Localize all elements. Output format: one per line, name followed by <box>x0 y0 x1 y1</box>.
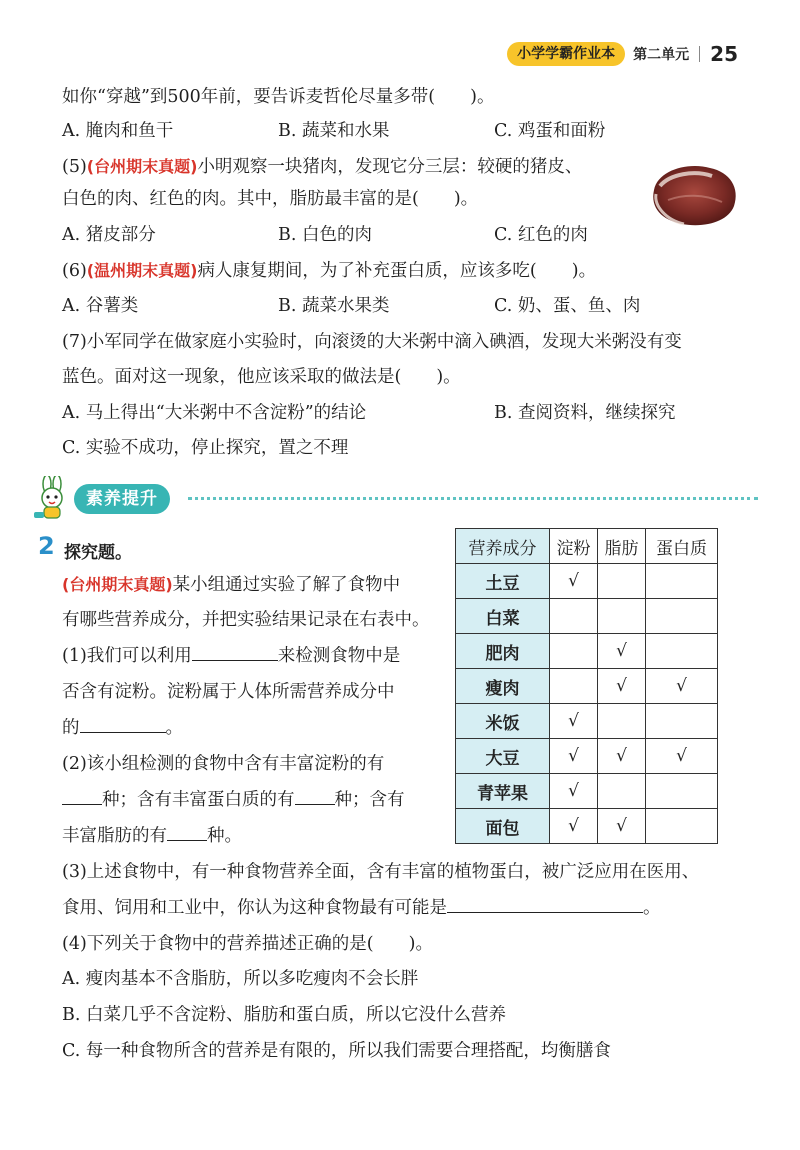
mark-cell: √ <box>550 564 598 599</box>
q6-option-a: A. 谷薯类 <box>62 296 139 316</box>
mark-cell: √ <box>550 739 598 774</box>
q2-part4-stem: (4)下列关于食物中的营养描述正确的是( )。 <box>62 934 433 954</box>
table-header-row <box>456 529 718 564</box>
q2-source-tag: (台州期末真题) <box>62 575 173 594</box>
q7-option-b: B. 查阅资料，继续探究 <box>494 403 676 423</box>
mark-cell <box>598 599 646 634</box>
section-title: 素养提升 <box>74 484 170 514</box>
mark-cell: √ <box>646 669 718 704</box>
answer-blank-protein-count[interactable] <box>295 787 335 805</box>
food-name: 米饭 <box>456 704 550 739</box>
q5-option-a: A. 猪皮部分 <box>62 225 156 245</box>
mark-cell: √ <box>598 739 646 774</box>
food-name: 大豆 <box>456 739 550 774</box>
mark-cell <box>646 599 718 634</box>
food-name: 面包 <box>456 809 550 844</box>
pork-slice-image <box>648 160 740 230</box>
table-row <box>456 704 718 739</box>
q6-option-c: C. 奶、蛋、鱼、肉 <box>494 296 641 316</box>
food-name: 瘦肉 <box>456 669 550 704</box>
mark-cell <box>598 704 646 739</box>
page-header <box>507 40 738 68</box>
q2-part1-text-a: (1)我们可以利用 <box>62 646 192 666</box>
mark-cell: √ <box>598 669 646 704</box>
q4-option-c: C. 鸡蛋和面粉 <box>494 121 606 141</box>
mark-cell <box>550 599 598 634</box>
q2-intro-line-2: 有哪些营养成分，并把实验结果记录在右表中。 <box>62 610 430 630</box>
q2-part1-text-d: 的 <box>62 718 80 738</box>
book-title: 小学学霸作业本 <box>507 42 625 66</box>
q2-part3-text-b: 食用、饲用和工业中，你认为这种食物最有可能是 <box>62 898 447 918</box>
q2-part4-option-b: B. 白菜几乎不含淀粉、脂肪和蛋白质，所以它没什么营养 <box>62 1005 506 1025</box>
food-name: 肥肉 <box>456 634 550 669</box>
q2-part2-line-2 <box>62 787 405 813</box>
table-row <box>456 599 718 634</box>
food-name: 青苹果 <box>456 774 550 809</box>
section-banner <box>30 476 750 522</box>
table-row <box>456 564 718 599</box>
q4-stem: 如你“穿越”到500年前，要告诉麦哲伦尽量多带( )。 <box>62 87 495 107</box>
q7-line-2: 蓝色。面对这一现象，他应该采取的做法是( )。 <box>62 367 461 387</box>
q6-source-tag: (温州期末真题) <box>86 261 198 280</box>
section-dotted-rule <box>188 497 758 500</box>
answer-blank-starch-count[interactable] <box>62 787 102 805</box>
q6-line <box>62 258 596 284</box>
q5-option-b: B. 白色的肉 <box>278 225 372 245</box>
table-row <box>456 809 718 844</box>
q5-option-c: C. 红色的肉 <box>494 225 588 245</box>
q2-part2-text-e: 种。 <box>207 826 242 846</box>
answer-blank-reagent[interactable] <box>192 643 278 661</box>
answer-blank-nutrient-type[interactable] <box>80 715 166 733</box>
q7-line-1: (7)小军同学在做家庭小实验时，向滚烫的大米粥中滴入碘酒，发现大米粥没有变 <box>62 332 682 352</box>
q2-part2-text-d: 丰富脂肪的有 <box>62 826 167 846</box>
unit-label: 第二单元 <box>633 47 690 63</box>
mark-cell: √ <box>598 634 646 669</box>
q2-part4-option-c: C. 每一种食物所含的营养是有限的，所以我们需要合理搭配，均衡膳食 <box>62 1041 611 1061</box>
mark-cell <box>646 809 718 844</box>
answer-blank-food[interactable] <box>447 895 643 913</box>
q5-line-1 <box>62 154 582 180</box>
q2-part1-text-b: 来检测食物中是 <box>277 646 401 666</box>
q2-part3-line-2 <box>62 895 661 921</box>
q5-line-2: 白色的肉、红色的肉。其中，脂肪最丰富的是( )。 <box>62 189 479 209</box>
q2-part4-option-a: A. 瘦肉基本不含脂肪，所以多吃瘦肉不会长胖 <box>62 969 419 989</box>
mark-cell: √ <box>550 704 598 739</box>
mark-cell: √ <box>550 774 598 809</box>
q5-number: (5) <box>62 157 87 177</box>
q2-part1-line-1 <box>62 643 400 669</box>
q2-intro-text-1: 某小组通过实验了解了食物中 <box>172 575 401 595</box>
answer-blank-fat-count[interactable] <box>167 823 207 841</box>
table-row <box>456 739 718 774</box>
q2-part2-text-b: 种；含有丰富蛋白质的有 <box>102 790 295 810</box>
q2-part1-line-2: 否含有淀粉。淀粉属于人体所需营养成分中 <box>62 682 395 702</box>
nutrition-table <box>455 528 718 844</box>
food-name: 白菜 <box>456 599 550 634</box>
q2-part1-text-e: 。 <box>165 718 183 738</box>
header-divider <box>699 46 700 62</box>
q2-part1-line-3 <box>62 715 183 741</box>
mark-cell <box>646 564 718 599</box>
q2-intro-line-1 <box>62 572 400 598</box>
mark-cell <box>646 704 718 739</box>
question-2-title: 探究题。 <box>64 543 132 563</box>
food-name: 土豆 <box>456 564 550 599</box>
q6-number: (6) <box>62 261 87 281</box>
mark-cell: √ <box>598 809 646 844</box>
q7-option-c: C. 实验不成功，停止探究，置之不理 <box>62 438 349 458</box>
rabbit-mascot-icon <box>30 476 76 522</box>
q6-text: 病人康复期间，为了补充蛋白质，应该多吃( )。 <box>197 261 597 281</box>
q4-option-a: A. 腌肉和鱼干 <box>62 121 174 141</box>
page-number: 25 <box>710 42 738 66</box>
mark-cell <box>646 634 718 669</box>
q2-part3-line-1: (3)上述食物中，有一种食物营养全面，含有丰富的植物蛋白，被广泛应用在医用、 <box>62 862 700 882</box>
question-2-number: 2 <box>38 532 55 560</box>
q2-part2-line-1: (2)该小组检测的食物中含有丰富淀粉的有 <box>62 754 385 774</box>
mark-cell <box>646 774 718 809</box>
table-row <box>456 669 718 704</box>
table-row <box>456 774 718 809</box>
q7-option-a: A. 马上得出“大米粥中不含淀粉”的结论 <box>62 403 367 423</box>
q6-option-b: B. 蔬菜水果类 <box>278 296 390 316</box>
q5-source-tag: (台州期末真题) <box>86 157 198 176</box>
mark-cell <box>598 774 646 809</box>
q2-part2-line-3 <box>62 823 242 849</box>
mark-cell: √ <box>550 809 598 844</box>
q2-part3-text-c: 。 <box>643 898 661 918</box>
mark-cell <box>598 564 646 599</box>
mark-cell <box>550 669 598 704</box>
table-header-fat: 脂肪 <box>598 529 646 564</box>
table-header-starch: 淀粉 <box>550 529 598 564</box>
q5-text-1: 小明观察一块猪肉，发现它分三层：较硬的猪皮、 <box>197 157 583 177</box>
q4-option-b: B. 蔬菜和水果 <box>278 121 390 141</box>
table-header-protein: 蛋白质 <box>646 529 718 564</box>
table-header-nutrient: 营养成分 <box>456 529 550 564</box>
mark-cell <box>550 634 598 669</box>
q2-part2-text-c: 种；含有 <box>334 790 405 810</box>
mark-cell: √ <box>646 739 718 774</box>
table-row <box>456 634 718 669</box>
